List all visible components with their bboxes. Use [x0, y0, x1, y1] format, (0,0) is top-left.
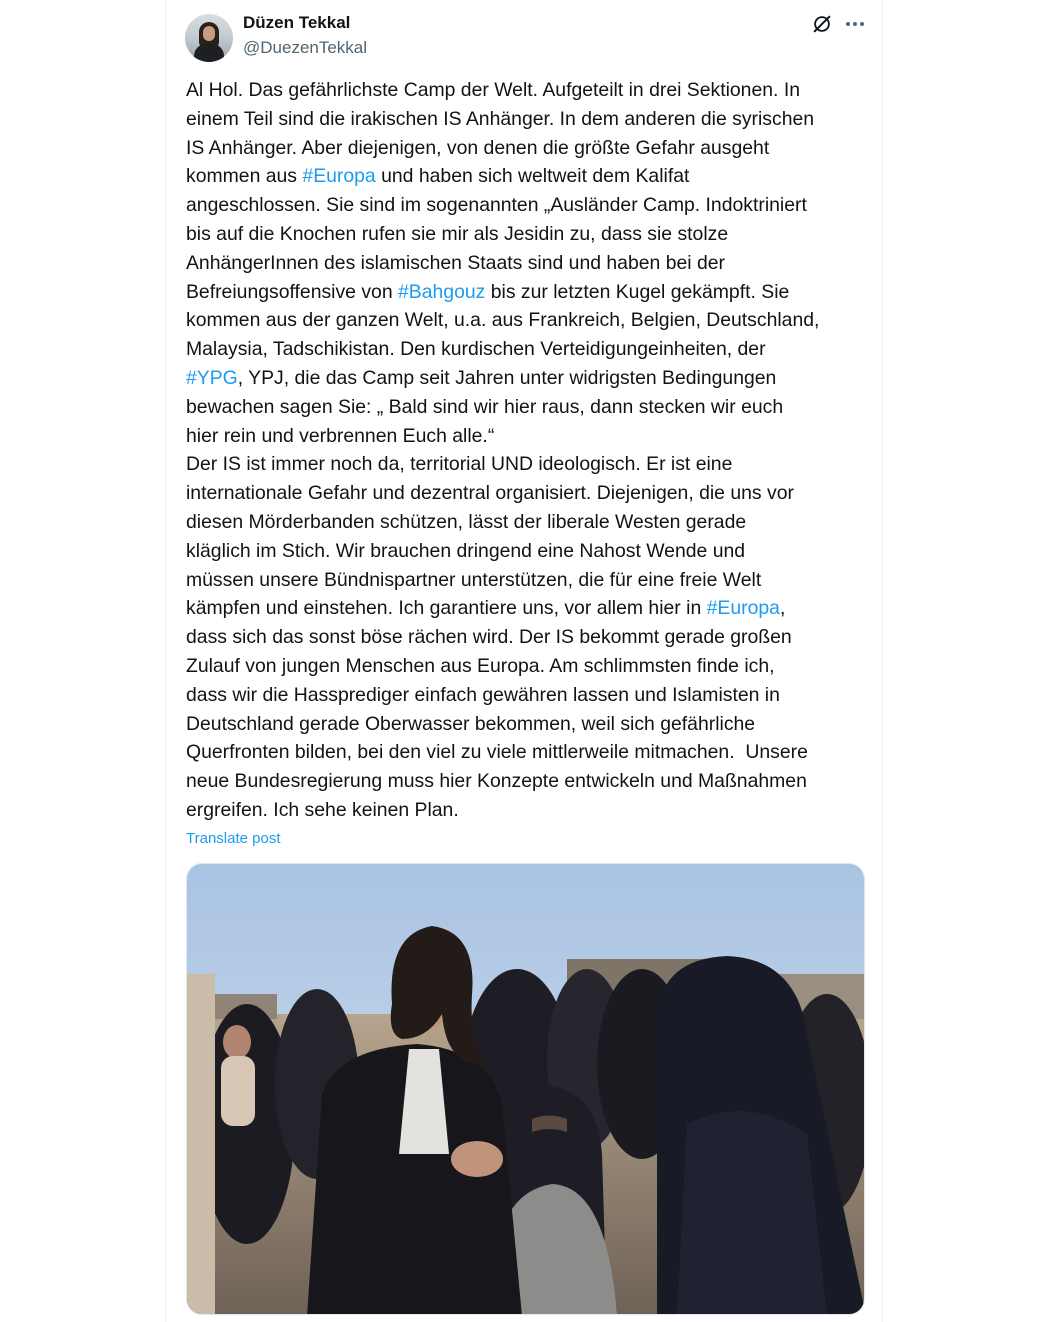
- post-text-segment: , dass sich das sonst böse rächen wird. Der IS bekommt gerade großen Zulauf von jungen Menschen aus Europa. Am schlimmsten finde ich, dass wir die Hassprediger einfach gewähren lassen und Islamisten in Deutschland gerade Oberwasser bekommen, weil sich gefährliche Querfronten bilden, bei den viel zu viele mittlerweile mitmachen. Unsere neue Bundesregierung muss hier Konzepte entwickeln und Maßnahmen ergreifen. Ich sehe keinen Plan.: [186, 597, 808, 821]
- hashtag-link[interactable]: #YPG: [186, 366, 238, 389]
- tweet-card: [165, 0, 883, 1322]
- post-text-segment: bis zur letzten Kugel gekämpft. Sie kommen aus der ganzen Welt, u.a. aus Frankreich, Belgien, Deutschland, Malaysia, Tadschikistan. Den kurdischen Verteidigungeinheiten, der: [186, 280, 820, 361]
- author-display-name[interactable]: Düzen Tekkal: [243, 13, 351, 32]
- author-avatar[interactable]: [185, 14, 233, 62]
- avatar-body: [194, 44, 224, 62]
- post-text-segment: Al Hol. Das gefährlichste Camp der Welt. Aufgeteilt in drei Sektionen. In einem Teil sind die irakischen IS Anhänger. In dem anderen die syrischen IS Anhänger. Aber diejenigen, von denen die größte Gefahr ausgeht kommen aus: [186, 79, 815, 188]
- hashtag-link[interactable]: #Europa: [302, 165, 376, 188]
- author-handle[interactable]: @DuezenTekkal: [243, 38, 368, 57]
- translate-post-link[interactable]: Translate post: [186, 830, 281, 847]
- hashtag-link[interactable]: #Bahgouz: [398, 280, 486, 303]
- avatar-face: [203, 26, 215, 41]
- post-text-segment: und haben sich weltweit dem Kalifat angeschlossen. Sie sind im sogenannten „Ausländer Camp. Indoktriniert bis auf die Knochen rufen sie mir als Jesidin zu, dass sie stolze AnhängerInnen des islamischen Staats sind und haben bei der Befreiungsoffensive von: [186, 165, 807, 303]
- grok-icon[interactable]: [811, 13, 833, 35]
- photo-camp-scene: [187, 864, 865, 1315]
- hashtag-link[interactable]: #Europa: [706, 597, 780, 620]
- post-text: [186, 76, 876, 825]
- post-photo[interactable]: [186, 863, 865, 1315]
- post-text-segment: , YPJ, die das Camp seit Jahren unter widrigsten Bedingungen bewachen sagen Sie: „ Bald sind wir hier raus, dann stecken wir euch hier rein und verbrennen Euch alle.“ Der IS ist immer noch da, territorial UND ideologisch. Er ist eine internationale Gefahr und dezentral organisiert. Diejenigen, die uns vor diesen Mörderbanden schützen, lässt der liberale Westen gerade kläglich im Stich. Wir brauchen dringend eine Nahost Wende und müssen unsere Bündnispartner unterstützen, die für eine freie Welt kämpfen und einstehen. Ich garantiere uns, vor allem hier in: [186, 366, 794, 620]
- more-icon[interactable]: [843, 13, 867, 35]
